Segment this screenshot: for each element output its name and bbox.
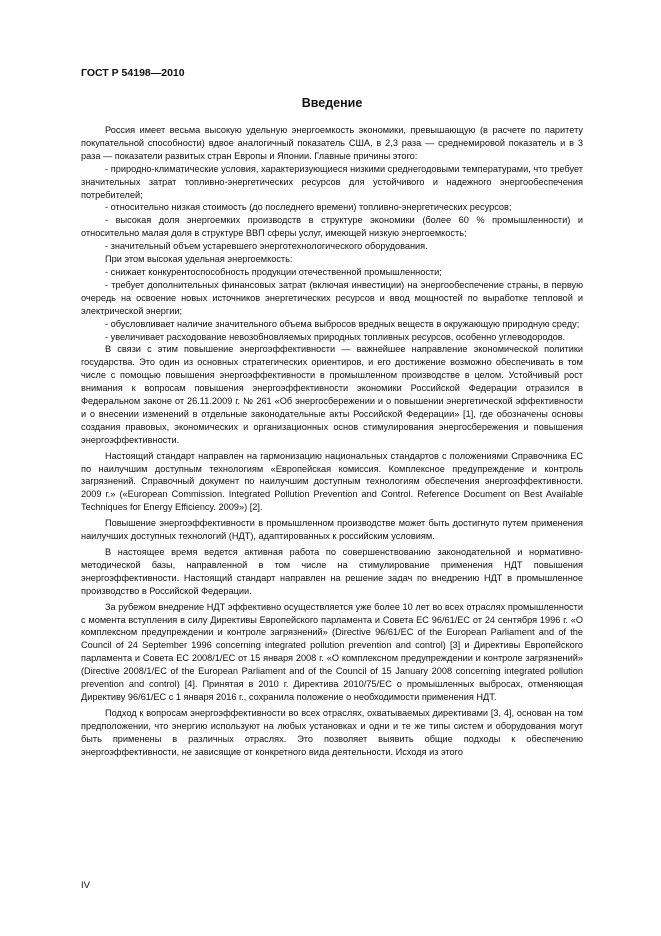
list-item: - обусловливает наличие значительного объема выбросов вредных веществ в окружающую природную среду; [105, 318, 580, 329]
paragraph: В настоящее время ведется активная работа по совершенствованию законодательной и нормативно-методической базы, направленной в том числе на стимулирование применения НДТ повышения энергоэффективности. Настоящий стандарт направлен на решение задач по внедрению НДТ в промышленное производство в Российской Федерации. [81, 547, 583, 596]
list-item: - относительно низкая стоимость (до последнего времени) топливно-энергетических ресурсов; [105, 202, 512, 213]
list-item: - увеличивает расходование невозобновляемых природных топливных ресурсов, особенно углеводородов. [105, 331, 566, 342]
document-code: ГОСТ Р 54198—2010 [81, 67, 185, 79]
paragraph: За рубежом внедрение НДТ эффективно осуществляется уже более 10 лет во всех отраслях промышленности с момента вступления в силу Директивы Европейского парламента и Совета ЕС 96/61/ЕС от 24 сентября 1996 г. «О комплексном предупреждении и контроле загрязнений» (Directive 96/61/EC of the European Parliament and of the Council of 24 September 1996 concerning integrated pollution prevention and control) [3] и Директивы Европейского парламента и Совета ЕС 2008/1/ЕС от 15 января 2008 г. «О комплексном предупреждении и контроле загрязнений» (Directive 2008/1/EC of the European Parliament and of the Council of 15 January 2008 concerning integrated pollution prevention and control) [4]. Принятая в 2010 г. Директива 2010/75/ЕС о промышленных выбросах, отменяющая Директиву 96/61/ЕС с 1 января 2016 г., сохранила положение о необходимости применения НДТ. [81, 601, 583, 702]
list-item: - природно-климатические условия, характеризующиеся низкими среднегодовыми температурами, что требует значительных затрат топливно-энергетических ресурсов для устойчивого и надежного энергообеспечения потребителей; [81, 163, 583, 200]
list-item: - снижает конкурентоспособность продукции отечественной промышленности; [105, 266, 442, 277]
paragraph: При этом высокая удельная энергоемкость: [105, 254, 293, 265]
list-item: - значительный объем устаревшего энерготехнологического оборудования. [105, 241, 428, 252]
document-body [81, 124, 583, 759]
paragraph: Повышение энергоэффективности в промышленном производстве может быть достигнуто путем применения наилучших доступных технологий (НДТ), адаптированных к российским условиям. [81, 518, 583, 542]
paragraph: Подход к вопросам энергоэффективности во всех отраслях, охватываемых директивами [3, 4], основан на том предположении, что энергию используют на любых установках и одни и те же типы систем и оборудования могут быть применены в различных отраслях. Это позволяет выявить общие подходы к обеспечению энергоэффективности, не зависящие от конкретного вида деятельности. Исходя из этого [81, 707, 583, 757]
list-item: - требует дополнительных финансовых затрат (включая инвестиции) на энергообеспечение страны, в первую очередь на освоение новых источников энергетических ресурсов и ввод мощностей по выработке тепловой и электрической энергии; [81, 279, 583, 316]
page-number: IV [81, 880, 90, 891]
paragraph: Настоящий стандарт направлен на гармонизацию национальных стандартов с положениями Справочника ЕС по наилучшим доступным технологиям «Европейская комиссия. Комплексное предупреждение и контроль загрязнений. Справочный документ по наилучшим доступным технологиям обеспечения энергоэффективности. 2009 г.» («European Commission. Integrated Pollution Prevention and Control. Reference Document on Best Available Techniques for Energy Efficiency. 2009») [2]. [81, 450, 583, 513]
paragraph: В связи с этим повышение энергоэффективности — важнейшее направление экономической политики государства. Это один из основных стратегических ориентиров, и его достижение возможно обеспечивать в том числе с помощью повышения энергоэффективности в промышленном производстве в целом. Устойчивый рост внимания к вопросам повышения энергоэффективности экономики Российской Федерации отразился в Федеральном законе от 26.11.2009 г. № 261 «Об энергосбережении и о повышении энергетической эффективности и о внесении изменений в отдельные законодательные акты Российской Федерации» [1], где обозначены основы создания правовых, экономических и организационных основ стимулирования энергосбережения и повышения энергоэффективности. [81, 344, 583, 445]
section-title: Введение [301, 96, 363, 110]
paragraph: Россия имеет весьма высокую удельную энергоемкость экономики, превышающую (в расчете по паритету покупательной способности) вдвое аналогичный показатель США, в 2,3 раза — среднемировой показатель и в 3 раза — показатели развитых стран Европы и Японии. Главные причины этого: [81, 125, 583, 161]
list-item: - высокая доля энергоемких производств в структуре экономики (более 60 % промышленности) и относительно малая доля в структуре ВВП сферы услуг, имеющей низкую энергоемкость; [81, 215, 583, 239]
